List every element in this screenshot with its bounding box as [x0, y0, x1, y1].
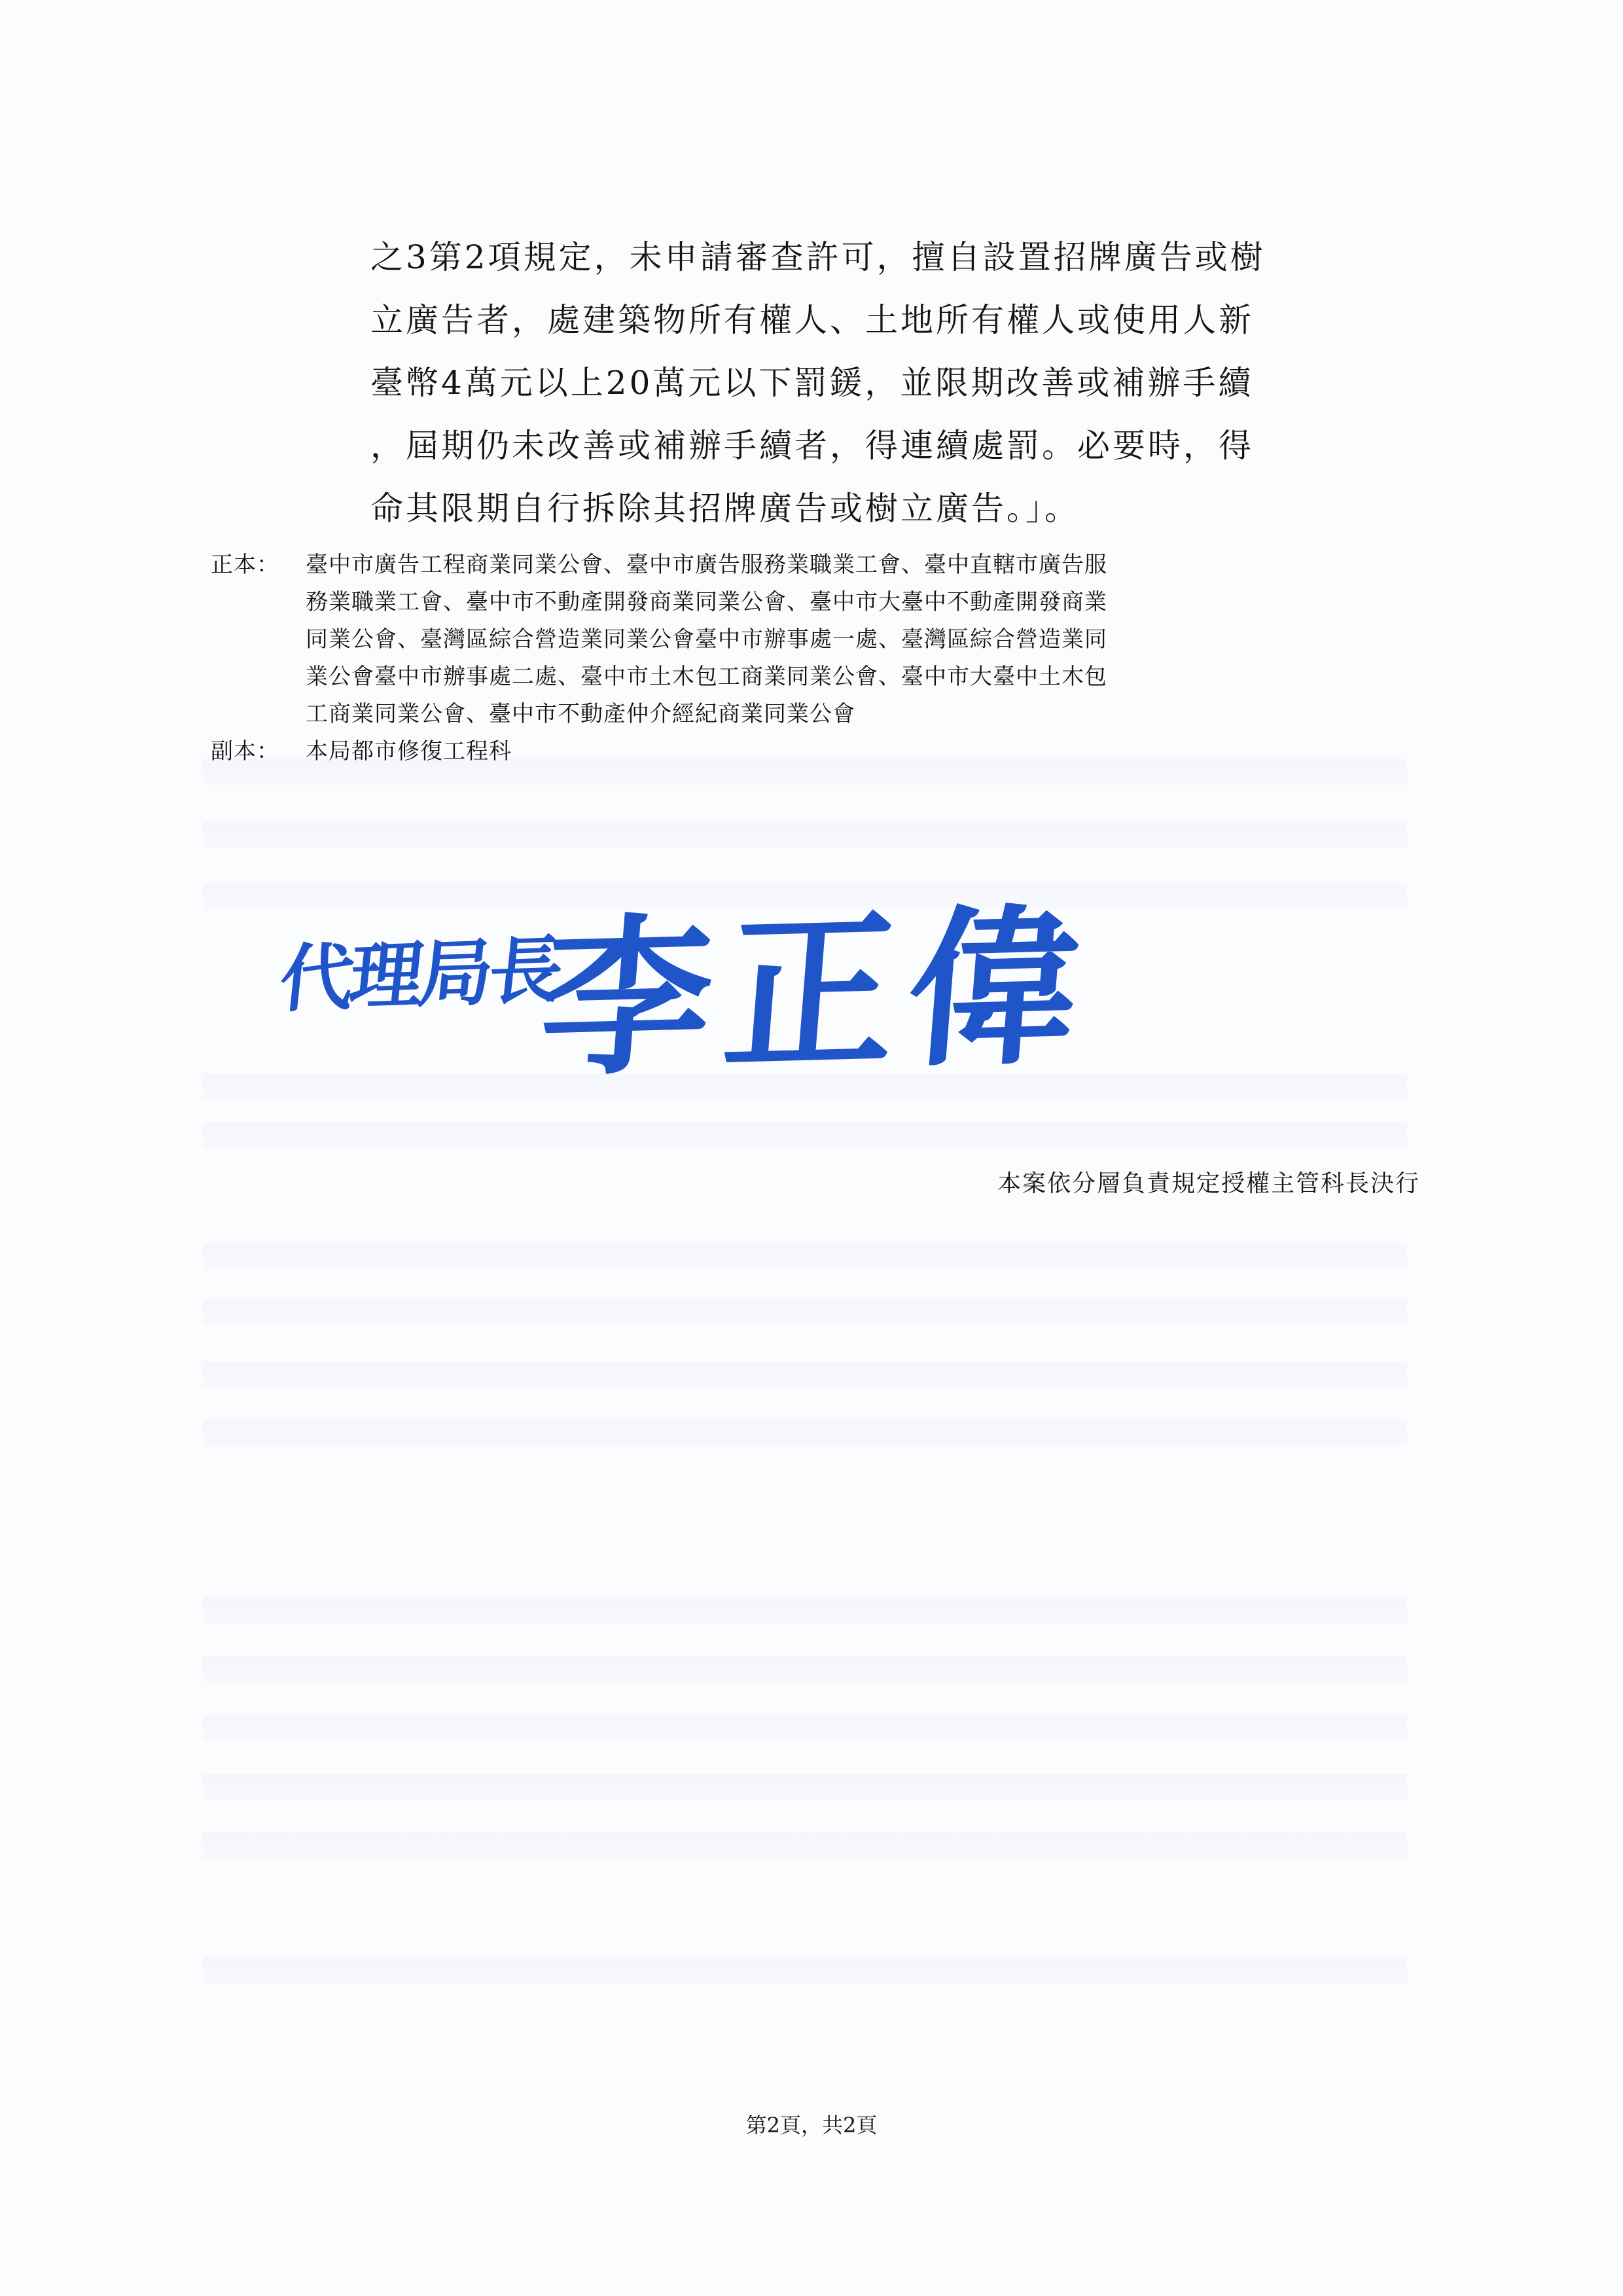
page-number: 第2頁，共2頁: [745, 2113, 878, 2138]
body-line: 立廣告者，處建築物所有權人、土地所有權人或使用人新: [370, 301, 1254, 339]
show-through: [203, 1774, 1407, 1800]
recipient-line: 業公會臺中市辦事處二處、臺中市土木包工商業同業公會、臺中市大臺中土木包: [306, 664, 1107, 690]
body-line: 臺幣4萬元以上20萬元以下罰鍰，並限期改善或補辦手續: [370, 364, 1254, 402]
recipient-line: 工商業同業公會、臺中市不動產仲介經紀商業同業公會: [306, 701, 855, 727]
show-through: [203, 1420, 1407, 1446]
show-through: [203, 1597, 1407, 1623]
original-recipients: [211, 547, 1448, 733]
stamp-signature-name: 李正偉: [533, 888, 1101, 1100]
show-through: [203, 1361, 1407, 1388]
show-through: [203, 1957, 1407, 1983]
copy-label: 副本：: [211, 738, 279, 764]
original-label: 正本：: [211, 552, 279, 578]
copy-recipient-lines: [306, 733, 1448, 770]
original-recipient-lines: [306, 547, 1448, 733]
recipient-line: 本局都市修復工程科: [306, 738, 512, 764]
authority-note: 本案依分層負責規定授權主管科長決行: [997, 1170, 1420, 1197]
copy-recipients: [211, 733, 1448, 770]
recipient-line: 臺中市廣告工程商業同業公會、臺中市廣告服務業職業工會、臺中直轄市廣告服: [306, 552, 1107, 578]
show-through: [203, 1833, 1407, 1859]
signature-stamp: [276, 844, 1145, 1100]
body-line: 之3第2項規定，未申請審查許可，擅自設置招牌廣告或樹: [370, 238, 1266, 276]
show-through: [203, 821, 1407, 848]
distribution-list: [211, 547, 1448, 770]
body-line: 命其限期自行拆除其招牌廣告或樹立廣告。」。: [370, 490, 1080, 528]
recipient-line: 務業職業工會、臺中市不動產開發商業同業公會、臺中市大臺中不動產開發商業: [306, 589, 1107, 615]
body-line: ，屆期仍未改善或補辦手續者，得連續處罰。必要時，得: [370, 427, 1254, 465]
show-through: [203, 1656, 1407, 1682]
show-through: [203, 1299, 1407, 1325]
stamp-title: 代理局長: [276, 927, 563, 1023]
show-through: [203, 1244, 1407, 1270]
show-through: [203, 1715, 1407, 1741]
recipient-line: 同業公會、臺灣區綜合營造業同業公會臺中市辦事處一處、臺灣區綜合營造業同: [306, 626, 1107, 653]
show-through: [203, 1122, 1407, 1149]
body-paragraph: [370, 226, 1440, 540]
